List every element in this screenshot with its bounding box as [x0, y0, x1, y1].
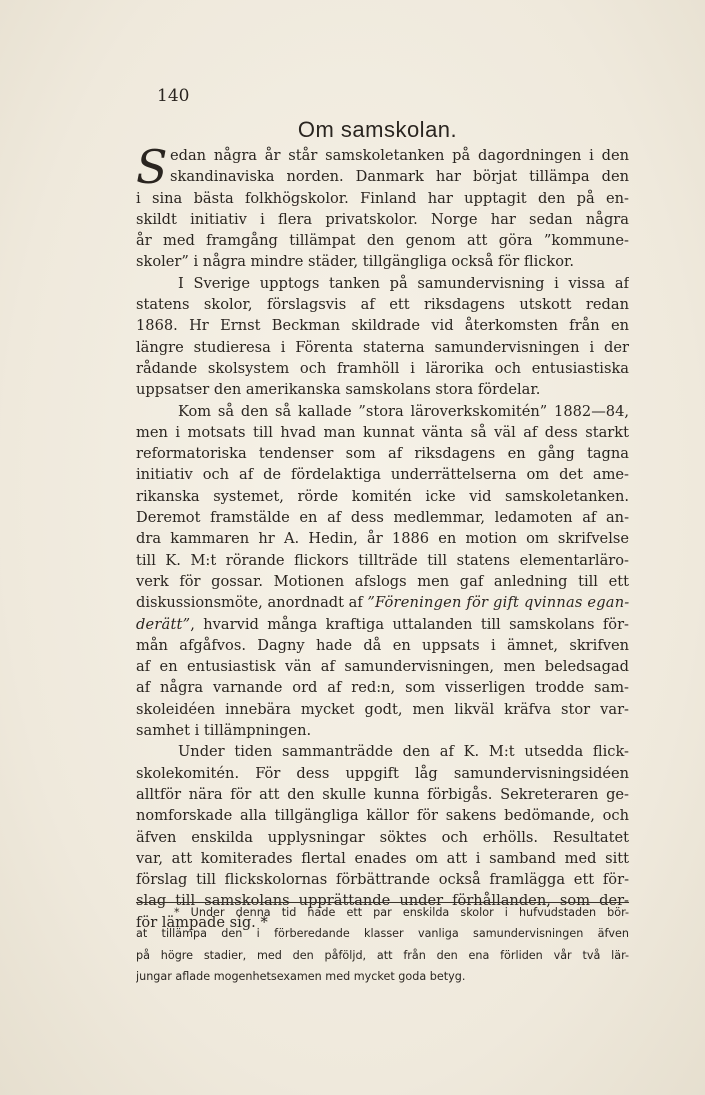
text-line: slag till samskolans upprättande under förhållanden, som der-: [136, 892, 629, 910]
text-line: till K. M:t rörande flickors tillträde till statens elementarläro-: [136, 551, 629, 569]
text-line: Under tiden sammanträdde den af K. M:t utsedda flick-: [178, 743, 629, 761]
text-line: nomforskade alla tillgängliga källor för sakens bedömande, och: [136, 807, 629, 825]
text-line: skolekomitén. För dess uppgift låg samundervisningsidéen: [136, 764, 629, 782]
text-line: alltför nära för att den skulle kunna förbigås. Sekreteraren ge-: [136, 785, 629, 803]
footnote: [136, 903, 629, 988]
text-line: rådande skolsystem och framhöll i lärorika och entusiastiska: [136, 359, 629, 377]
italic-society-name: ”Föreningen för gift qvinnas egan-: [367, 594, 629, 612]
paragraph-2: [136, 273, 629, 401]
text-line: [136, 592, 629, 613]
text-line: [136, 614, 629, 635]
text-line: förslag till flickskolornas förbättrande också framlägga ett för-: [136, 871, 629, 889]
text-line: edan några år står samskoletanken på dagordningen i den: [170, 147, 629, 164]
drop-cap: S: [136, 140, 168, 194]
text-line: dra kammaren hr A. Hedin, år 1886 en motion om skrifvelse: [136, 530, 629, 548]
body-text: [136, 140, 629, 933]
italic-society-name-end: derätt”: [136, 615, 191, 633]
text-line: skildt initiativ i flera privatskolor. Norge har sedan några: [136, 210, 629, 228]
text-fragment: diskussionsmöte, anordnadt af: [136, 594, 363, 612]
text-line: uppsatser den amerikanska samskolans stora fördelar.: [136, 381, 541, 399]
text-line: skoleidéen innebära mycket godt, men likväl kräfva stor var-: [136, 700, 629, 718]
text-line: mån afgåfvos. Dagny hade då en uppsats i ämnet, skrifven: [136, 636, 629, 654]
text-line: af en entusiastisk vän af samundervisningen, men beledsagad: [136, 658, 629, 676]
text-line: år med framgång tillämpat den genom att göra ”kommune-: [136, 232, 629, 250]
text-line: Kom så den så kallade ”stora läroverkskomitén” 1882—84,: [178, 402, 629, 420]
text-line: för lämpade sig. *: [136, 913, 268, 931]
page-number: 140: [157, 86, 190, 106]
text-fragment: , hvarvid många kraftiga uttalanden till samskolans för-: [190, 615, 629, 633]
text-line: i sina bästa folkhögskolor. Finland har upptagit den på en-: [136, 189, 629, 207]
text-line: samhet i tillämpningen.: [136, 722, 312, 740]
text-line: af några varnande ord af red:n, som visserligen trodde sam-: [136, 679, 629, 697]
footnote-line: på högre stadier, med den påföljd, att från den ena förliden vår två lär-: [136, 948, 629, 962]
text-line: skandinaviska norden. Danmark har börjat tillämpa den: [170, 168, 629, 186]
text-line: äfven enskilda upplysningar söktes och erhölls. Resultatet: [136, 828, 629, 846]
footnote-line: jungar aflade mogenhetsexamen med mycket goda betyg.: [136, 969, 466, 983]
text-line: var, att komiterades flertal enades om att i samband med sitt: [136, 849, 629, 867]
text-line: Deremot framstälde en af dess medlemmar, ledamoten af an-: [136, 509, 629, 527]
text-line: initiativ och af de fördelaktiga underrättelserna om det ame-: [136, 466, 629, 484]
footnote-line: at tillämpa den i förberedande klasser vanliga samundervisningen äfven: [136, 927, 629, 941]
text-line: statens skolor, förslagsvis af ett riksdagens utskott redan: [136, 296, 629, 314]
text-line: verk för gossar. Motionen afslogs men gaf anledning till ett: [136, 572, 629, 590]
text-line: reformatoriska tendenser som af riksdagens en gång tagna: [136, 445, 629, 463]
text-line: I Sverige upptogs tanken på samundervisning i vissa af: [178, 274, 629, 292]
text-line: rikanska systemet, rörde komitén icke vid samskoletanken.: [136, 487, 629, 505]
paragraph-1: [136, 140, 629, 273]
chapter-title: Om samskolan.: [297, 117, 458, 142]
text-line: 1868. Hr Ernst Beckman skildrade vid återkomsten från en: [136, 317, 629, 335]
text-line: längre studieresa i Förenta staterna samundervisningen i der: [136, 338, 629, 356]
footnote-line: * Under denna tid hade ett par enskilda skolor i hufvudstaden bör-: [174, 906, 629, 919]
paragraph-3: [136, 401, 629, 742]
text-line: men i motsats till hvad man kunnat vänta så väl af dess starkt: [136, 423, 629, 441]
text-line: skoler” i några mindre städer, tillgängliga också för flickor.: [136, 253, 575, 271]
